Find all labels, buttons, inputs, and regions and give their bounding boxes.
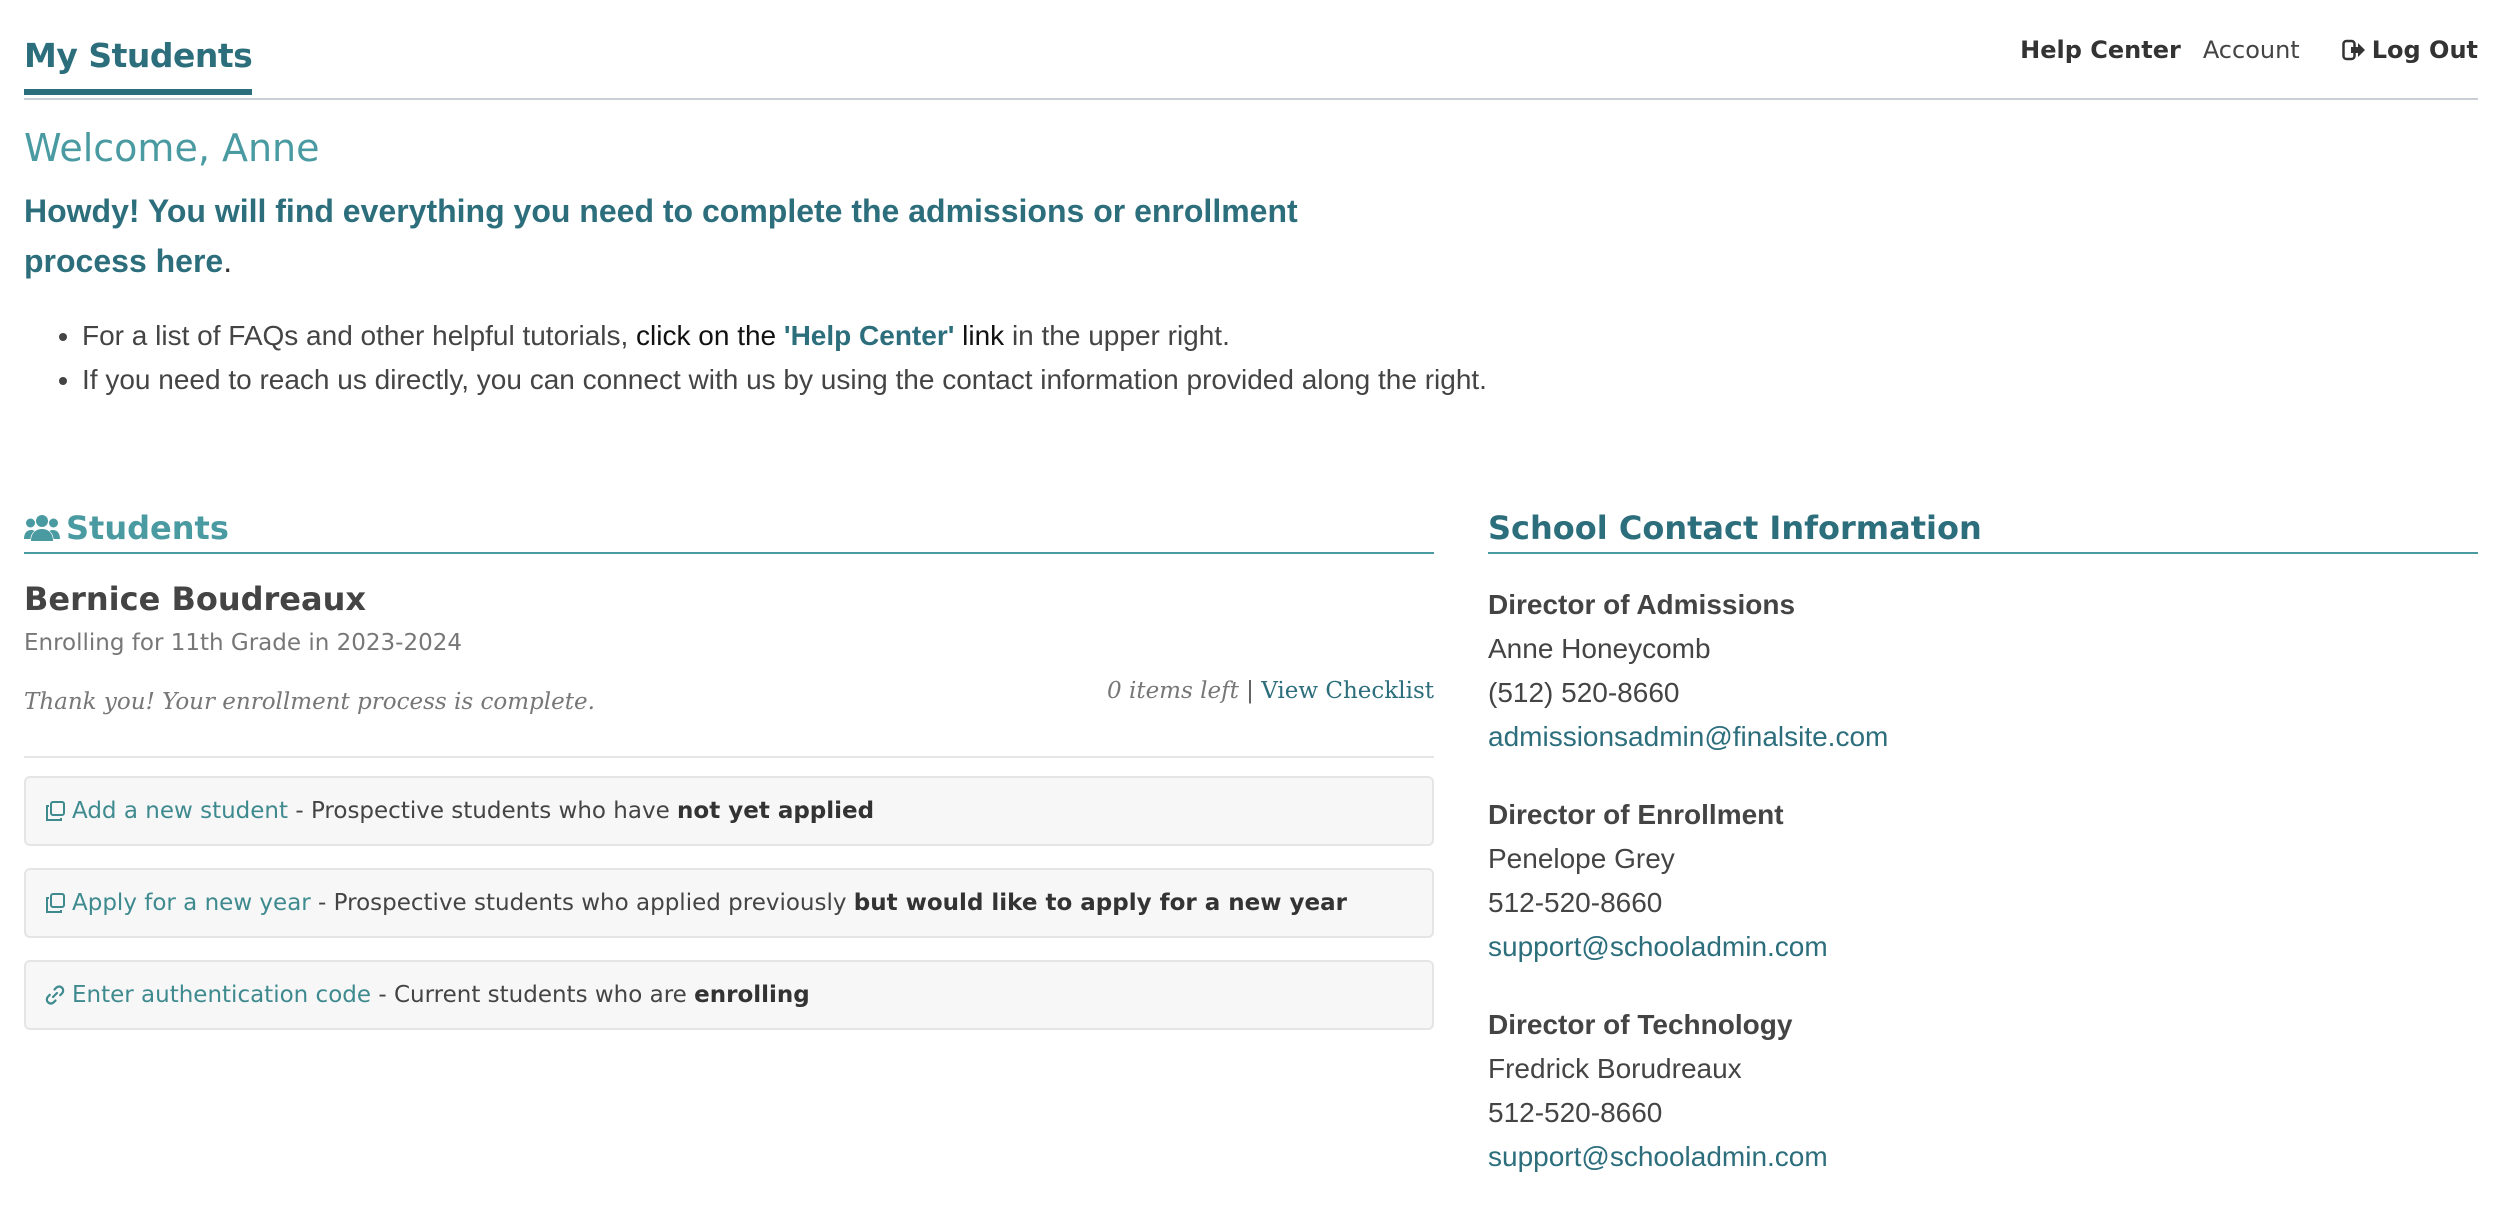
separator: |	[1238, 678, 1262, 704]
apply-new-year-link[interactable]: Apply for a new year	[72, 890, 311, 916]
students-heading-label: Students	[66, 509, 229, 547]
action-emphasis: enrolling	[694, 982, 810, 1008]
help-bullets	[24, 314, 1502, 402]
items-left-count: 0 items left	[1107, 678, 1239, 704]
bullet-text-click: click on the	[636, 320, 784, 351]
bullet-text-end: in the upper right.	[1004, 320, 1230, 351]
student-status-message: Thank you! Your enrollment process is complete.	[24, 689, 595, 715]
student-grade: Enrolling for 11th Grade in 2023-2024	[24, 630, 462, 656]
action-description: - Current students who are	[371, 982, 695, 1008]
page	[24, 0, 2478, 1172]
logout-label: Log Out	[2371, 36, 2478, 64]
contact-section-heading: School Contact Information	[1488, 504, 2478, 554]
account-link[interactable]: Account	[2202, 36, 2300, 64]
contact-phone: 512-520-8660	[1488, 1097, 1663, 1128]
student-name: Bernice Boudreaux	[24, 580, 366, 618]
divider	[24, 756, 1434, 758]
top-navigation	[24, 0, 2478, 100]
apply-new-year-row	[24, 868, 1434, 938]
view-checklist-link[interactable]: View Checklist	[1261, 678, 1434, 704]
contact-name: Penelope Grey	[1488, 843, 1675, 874]
action-description: - Prospective students who applied previously	[310, 890, 854, 916]
nav-links	[2020, 36, 2478, 64]
copy-icon	[44, 800, 66, 822]
logout-button[interactable]	[2342, 36, 2478, 64]
help-center-link[interactable]: Help Center	[2020, 36, 2181, 64]
contact-card-enrollment	[1488, 793, 1828, 969]
bullet-contact: • If you need to reach us directly, you can connect with us by using the contact information provided along the right.	[82, 358, 1502, 402]
enter-auth-code-row	[24, 960, 1434, 1030]
copy-icon	[44, 892, 66, 914]
contact-title: Director of Technology	[1488, 1009, 1793, 1040]
welcome-heading: Welcome, Anne	[24, 126, 320, 170]
link-icon	[44, 984, 66, 1006]
sign-out-icon	[2342, 39, 2366, 61]
contact-name: Fredrick Borudreaux	[1488, 1053, 1742, 1084]
bullet-text-link-word: link	[954, 320, 1005, 351]
contact-title: Director of Admissions	[1488, 589, 1796, 620]
intro-text	[24, 186, 1384, 286]
action-description: - Prospective students who have	[288, 798, 678, 824]
help-center-inline-link[interactable]: 'Help Center'	[783, 320, 955, 351]
contact-title: Director of Enrollment	[1488, 799, 1784, 830]
bullet-help-center	[82, 314, 1502, 358]
contact-email-link[interactable]: admissionsadmin@finalsite.com	[1488, 721, 1889, 752]
contact-email-link[interactable]: support@schooladmin.com	[1488, 1141, 1828, 1172]
contact-card-technology	[1488, 1003, 1828, 1179]
action-emphasis: not yet applied	[677, 798, 875, 824]
tab-my-students[interactable]: My Students	[24, 36, 252, 95]
action-emphasis: but would like to apply for a new year	[853, 890, 1347, 916]
users-icon	[24, 513, 60, 543]
add-new-student-link[interactable]: Add a new student	[72, 798, 289, 824]
checklist-status	[1107, 678, 1434, 704]
contact-phone: (512) 520-8660	[1488, 677, 1680, 708]
intro-period: .	[223, 243, 233, 279]
bullet-text: For a list of FAQs and other helpful tutorials,	[82, 320, 637, 351]
contact-email-link[interactable]: support@schooladmin.com	[1488, 931, 1828, 962]
students-section-heading	[24, 504, 1434, 554]
contact-card-admissions	[1488, 583, 1888, 759]
intro-bold: Howdy! You will find everything you need to complete the admissions or enrollment process here	[24, 193, 1298, 279]
add-new-student-row	[24, 776, 1434, 846]
contact-name: Anne Honeycomb	[1488, 633, 1711, 664]
enter-auth-code-link[interactable]: Enter authentication code	[72, 982, 372, 1008]
contact-phone: 512-520-8660	[1488, 887, 1663, 918]
